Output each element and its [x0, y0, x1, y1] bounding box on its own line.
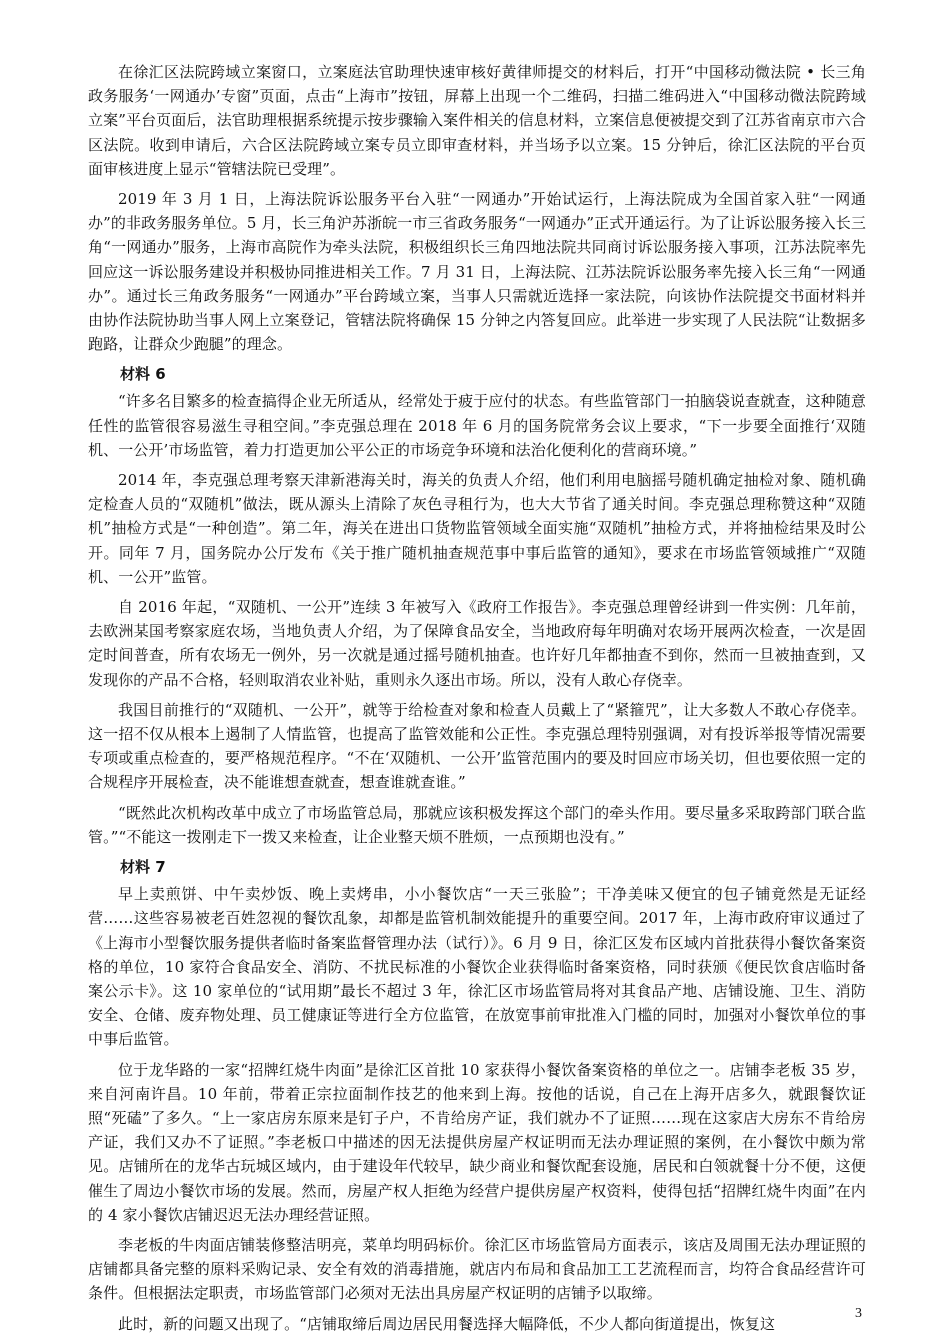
paragraph: 位于龙华路的一家“招牌红烧牛肉面”是徐汇区首批 10 家获得小餐饮备案资格的单位之一。店铺李老板 35 岁，来自河南许昌。10 年前，带着正宗拉面制作技艺的他来到上海。按他的话说，自己在上海开店多久，就跟餐饮证照“死磕”了多久。“上一家店房东原来是钉子户，不肯给房产证，我们就办不了证照……现在这家店大房东不肯给房产证，我们又办不了证照。”李老板口中描述的因无法提供房屋产权证明而无法办理证照的案例，在小餐饮中颇为常见。店铺所在的龙华古玩城区域内，由于建设年代较早，缺少商业和餐饮配套设施，居民和白领就餐十分不便，这便催生了周边小餐饮市场的发展。然而，房屋产权人拒绝为经营户提供房屋产权资料，使得包括“招牌红烧牛肉面”在内的 4 家小餐饮店铺迟迟无法办理经营证照。 [88, 1060, 866, 1224]
paragraph: 2019 年 3 月 1 日，上海法院诉讼服务平台入驻“一网通办”开始试运行，上海法院成为全国首家入驻“一网通办”的非政务服务单位。5 月，长三角沪苏浙皖一市三省政务服务“一网通办”正式开通运行。为了让诉讼服务接入长三角“一网通办”服务，上海市高院作为牵头法院，积极组织长三角四地法院共同商讨诉讼服务接入事项，江苏法院率先回应这一诉讼服务建设并积极协同推进相关工作。7 月 31 日，上海法院、江苏法院诉讼服务率先接入长三角“一网通办”。通过长三角政务服务“一网通办”平台跨域立案，当事人只需就近选择一家法院，向该协作法院提交书面材料并由协作法院协助当事人网上立案登记，管辖法院将确保 15 分钟之内答复回应。此举进一步实现了人民法院“让数据多跑路，让群众少跑腿”的理念。 [88, 190, 866, 354]
paragraph: 2014 年，李克强总理考察天津新港海关时，海关的负责人介绍，他们利用电脑摇号随机确定抽检对象、随机确定检查人员的“双随机”做法，既从源头上清除了灰色寻租行为，也大大节省了通关时间。李克强总理称赞这种“双随机”抽检方式是“一种创造”。第二年，海关在进出口货物监管领域全面实施“双随机”抽检方式，并将抽检结果及时公开。同年 7 月，国务院办公厅发布《关于推广随机抽查规范事中事后监管的通知》，要求在市场监管领域推广“双随机、一公开”监管。 [88, 471, 866, 586]
paragraph: 此时，新的问题又出现了。“店铺取缔后周边居民用餐选择大幅降低，不少人都向街道提出，恢复这 [118, 1314, 776, 1333]
paragraph: “既然此次机构改革中成立了市场监管总局，那就应该积极发挥这个部门的牵头作用。要尽量多采取跨部门联合监管。”“不能这一拨刚走下一拨又来检查，让企业整天烦不胜烦，一点预期也没有。” [88, 803, 866, 846]
paragraph: 李老板的牛肉面店铺装修整洁明亮，菜单均明码标价。徐汇区市场监管局方面表示，该店及周围无法办理证照的店铺都具备完整的原料采购记录、安全有效的消毒措施，就店内布局和食品加工工艺流程而言，均符合食品经营许可条件。但根据法定职责，市场监管部门必须对无法出具房屋产权证明的店铺予以取缔。 [88, 1235, 866, 1303]
paragraph: 自 2016 年起，“双随机、一公开”连续 3 年被写入《政府工作报告》。李克强总理曾经讲到一件实例：几年前，去欧洲某国考察家庭农场，当地负责人介绍，为了保障食品安全，当地政府每年明确对农场开展两次检查，一次是固定时间普查，所有农场无一例外，另一次就是通过摇号随机抽查。也许好几年都抽查不到你，然而一旦被抽查到，又发现你的产品不合格，轻则取消农业补贴，重则永久逐出市场。所以，没有人敢心存侥幸。 [88, 598, 866, 689]
page-number: 3 [855, 1306, 862, 1321]
section-heading: 材料 6 [120, 365, 166, 384]
paragraph: 我国目前推行的“双随机、一公开”，就等于给检查对象和检查人员戴上了“紧箍咒”，让大多数人不敢心存侥幸。这一招不仅从根本上遏制了人情监管，也提高了监管效能和公正性。李克强总理特别强调，对有投诉举报等情况需要专项或重点检查的，要严格规范程序。“不在‘双随机、一公开’监管范围内的要及时回应市场关切，但也要依照一定的合规程序开展检查，决不能谁想查就查，想查谁就查谁。” [88, 700, 866, 792]
paragraph: “许多名目繁多的检查搞得企业无所适从，经常处于疲于应付的状态。有些监管部门一拍脑袋说查就查，这种随意任性的监管很容易滋生寻租空间。”李克强总理在 2018 年 6 月的国务院常务会议上要求，“下一步要全面推行‘双随机、一公开’市场监管，着力打造更加公平公正的市场竞争环境和法治化便利化的营商环境。” [88, 392, 866, 459]
paragraph: 在徐汇区法院跨域立案窗口，立案庭法官助理快速审核好黄律师提交的材料后，打开“中国移动微法院 • 长三角政务服务‘一网通办’专窗”页面，点击“上海市”按钮，屏幕上出现一个二维码，扫描二维码进入“中国移动微法院跨域立案”平台页面后，法官助理根据系统提示按步骤输入案件相关的信息材料，立案信息便被提交到了江苏省南京市六合区法院。收到申请后，六合区法院跨域立案专员立即审查材料，并当场予以立案。15 分钟后，徐汇区法院的平台页面审核进度上显示“管辖法院已受理”。 [88, 63, 866, 178]
paragraph: 早上卖煎饼、中午卖炒饭、晚上卖烤串，小小餐饮店“一天三张脸”；干净美味又便宜的包子铺竟然是无证经营……这些容易被老百姓忽视的餐饮乱象，却都是监管机制效能提升的重要空间。2017 年，上海市政府审议通过了《上海市小型餐饮服务提供者临时备案监督管理办法（试行）》。6 月 9 日，徐汇区发布区域内首批获得小餐饮备案资格的单位，10 家符合食品安全、消防、不扰民标准的小餐饮企业获得临时备案资格，同时获颁《便民饮食店临时备案公示卡》。这 10 家单位的“试用期”最长不超过 3 年，徐汇区市场监管局将对其食品产地、店铺设施、卫生、消防安全、仓储、废弃物处理、员工健康证等进行全方位监管，在放宽事前审批准入门槛的同时，加强对小餐饮单位的事中事后监管。 [88, 885, 866, 1049]
section-heading: 材料 7 [120, 858, 166, 877]
document-body [88, 60, 866, 1342]
